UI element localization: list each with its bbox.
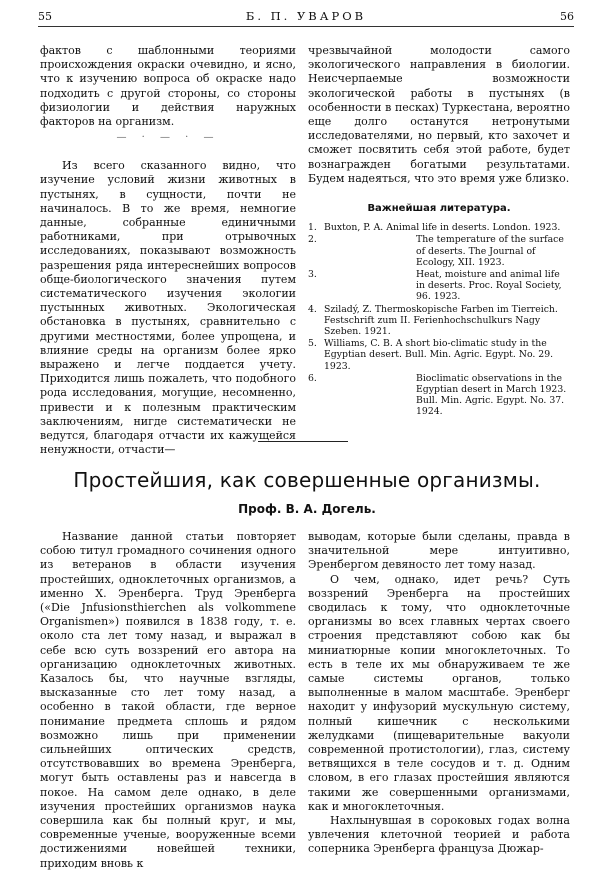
- section-separator: — · — · —: [116, 132, 220, 144]
- literature-number: 2.: [308, 234, 317, 246]
- page-number-right: 56: [560, 10, 574, 23]
- lower-right-column: [308, 530, 570, 857]
- literature-item: [308, 234, 570, 268]
- literature-number: 4.: [308, 303, 317, 315]
- literature-entry: Williams, C. B. A short bio-climatic study in the Egyptian desert. Bull. Min. Agric. Egypt. No. 29. 1923.: [324, 338, 554, 372]
- upper-right-column: [308, 44, 570, 419]
- article-author: Проф. В. А. Догель.: [238, 502, 376, 516]
- article-title: Простейшия, как совершенные организмы.: [73, 468, 541, 492]
- running-title: Б. П. УВАРОВ: [245, 9, 367, 23]
- paragraph-ecology-future: чрезвычайной молодости самого экологического направления в биологии. Неисчерпаемые возможности экологической работы в пустынях (в особенности в песках) Туркестана, вероятно еще долго останутся нетронутыми исследователями, но первый, кто захочет и сможет посвятить себя этой работе, будет вознагражден богатыми результатами. Будем надеяться, что это время уже близко.: [308, 44, 570, 185]
- literature-number: 1.: [308, 222, 317, 234]
- article-divider: [258, 441, 348, 442]
- literature-entry: Buxton, P. A. Animal life in deserts. London. 1923.: [324, 222, 561, 234]
- upper-left-column: [40, 44, 296, 457]
- literature-item: [308, 373, 570, 418]
- paragraph-coloration-conclusion: фактов с шаблонными теориями происхождения окраски очевидно, и ясно, что к изучению вопроса об окраске надо подходить с другой стороны, со стороны физиологии и действия наружных факторов на организм.: [40, 44, 296, 129]
- running-header: [38, 6, 574, 27]
- paragraph-ehrenberg-views: О чем, однако, идет речь? Суть воззрений Эренберга на простейших сводилась к тому, что одноклеточные организмы во всех главных чертах своего строения представляют собою как бы миниатюрные копии многоклеточных. То есть в теле их мы обнаруживаем те же самые системы органов, только выполненные в малом масштабе. Эренберг находит у инфузорий мускульную систему, полный кишечник с несколькими желудками (пищеварительные вакуоли современной протистологии), глаз, систему ветвящихся в теле сосудов и т. д. Одним словом, в его глазах простейшия являются такими же совершенными организмами, как и многоклеточныя.: [308, 572, 570, 813]
- literature-number: 5.: [308, 338, 317, 350]
- literature-entry: Bioclimatic observations in the Egyptian desert in March 1923. Bull. Min. Agric. Egypt. No. 37. 1924.: [416, 372, 567, 418]
- literature-number: 6.: [308, 372, 317, 384]
- paragraph-desert-ecology: Из всего сказанного видно, что изучение условий жизни животных в пустынях, в сущности, почти не начиналось. В то же время, немногие данные, собранные единичными работниками, при отрывочных исследованиях, показывают возможность разрешения ряда интереснейших вопросов обще-биологического значения путем систематического изучения экологии пустынных животных. Экологическая обстановка в пустынях, сравнительно с другими местностями, более упрощена, и влияние среды на организм более ярко выражено и легче поддается учету. Приходится лишь пожалеть, что подобного рода исследования, могущие, несомненно, привести и к полезным практическим заключениям, нигде систематически не ведутся, благодаря отчасти их кажущейся ненужности, отчасти—: [40, 159, 296, 457]
- paragraph-ehrenberg-intro: Название данной статьи повторяет собою титул громадного сочинения одного из ветеранов в области изучения простейших, одноклеточных организмов, а именно Х. Эренберга. Труд Эренберга («Die Jnfusionsthierchen als volkommene Organismen») появился в 1838 году, т. е. около ста лет тому назад, и выражал в себе всю суть воззрений его автора на организацию одноклеточных животных. Казалось бы, что научные взгляды, высказанные сто лет тому назад, а особенно в такой области, где верное понимание предмета сплошь и рядом возможно лишь при применении сильнейших оптических средств, отсутствовавших во времена Эренберга, могут быть оставлены раз и навсегда в покое. На самом деле однако, в деле изучения простейших организмов наука совершила как бы полный круг, и мы, современные ученые, вооруженные всеми достижениями новейшей техники, приходим вновь к: [40, 530, 296, 870]
- literature-item: [308, 222, 570, 233]
- literature-entry: The temperature of the surface of deserts. The Journal of Ecology, XII. 1923.: [416, 234, 564, 268]
- literature-heading: Важнейшая литература.: [367, 203, 511, 215]
- paragraph-continuation: выводам, которые были сделаны, правда в значительной мере интуитивно, Эренбергом девяносто лет тому назад.: [308, 530, 570, 572]
- literature-item: [308, 269, 570, 303]
- literature-list: [308, 222, 570, 417]
- literature-entry: Heat, moisture and animal life in deserts. Proc. Royal Society, 96. 1923.: [416, 269, 562, 303]
- literature-entry: Sziladý, Z. Thermoskopische Farben im Tierreich. Festschrift zum II. Ferienhochschulkurs Nagy Szeben. 1921.: [324, 303, 558, 338]
- literature-item: [308, 338, 570, 372]
- lower-left-column: [40, 530, 296, 871]
- paragraph-cell-theory: Нахлынувшая в сороковых годах волна увлечения клеточной теорией и работа соперника Эренберга француза Дюжар-: [308, 814, 570, 856]
- literature-number: 3.: [308, 269, 317, 281]
- page-number-left: 55: [38, 10, 52, 23]
- literature-item: [308, 304, 570, 338]
